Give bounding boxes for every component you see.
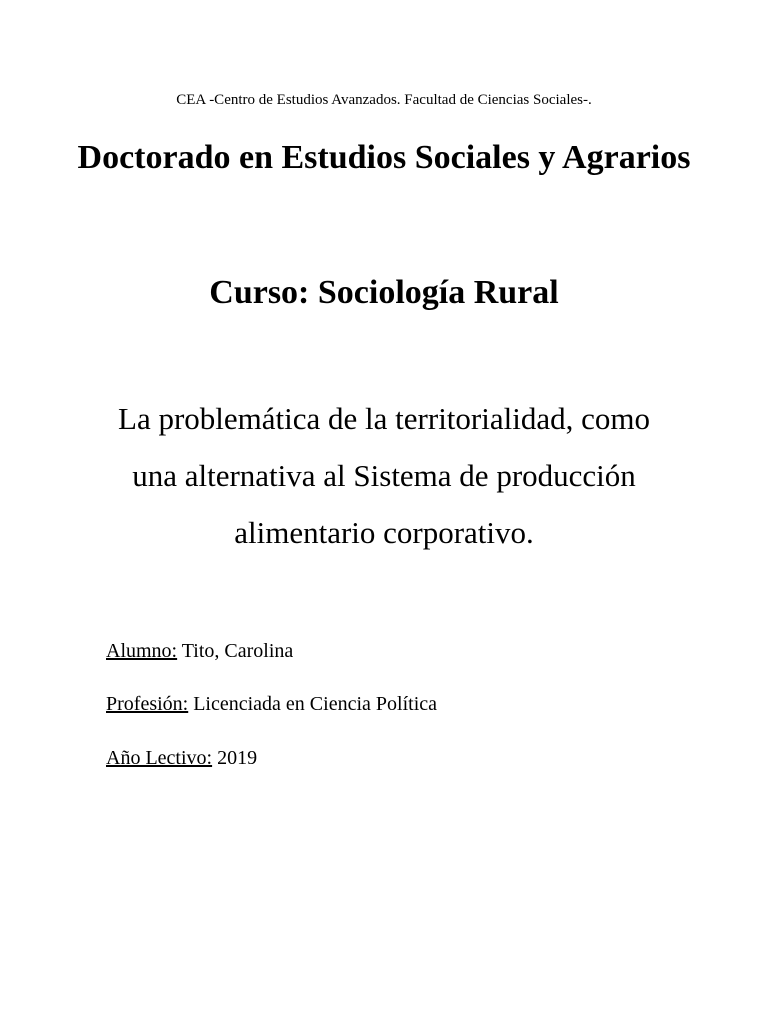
student-label: Alumno:	[106, 640, 178, 662]
profession-label: Profesión:	[106, 693, 189, 715]
course-title: Curso: Sociología Rural	[209, 274, 559, 311]
academic-year-value: 2019	[212, 747, 258, 769]
thesis-title: La problemática de la territorialidad, como una alternativa al Sistema de producción alimentario corporativo.	[118, 401, 650, 550]
profession-value: Licenciada en Ciencia Política	[188, 693, 437, 715]
student-value: Tito, Carolina	[177, 640, 294, 662]
academic-year-line	[106, 744, 257, 772]
student-line	[106, 637, 293, 665]
institution-header: CEA -Centro de Estudios Avanzados. Facultad de Ciencias Sociales-.	[176, 92, 592, 108]
program-title: Doctorado en Estudios Sociales y Agrarios	[77, 139, 691, 176]
academic-year-label: Año Lectivo:	[106, 747, 213, 769]
profession-line	[106, 690, 437, 718]
